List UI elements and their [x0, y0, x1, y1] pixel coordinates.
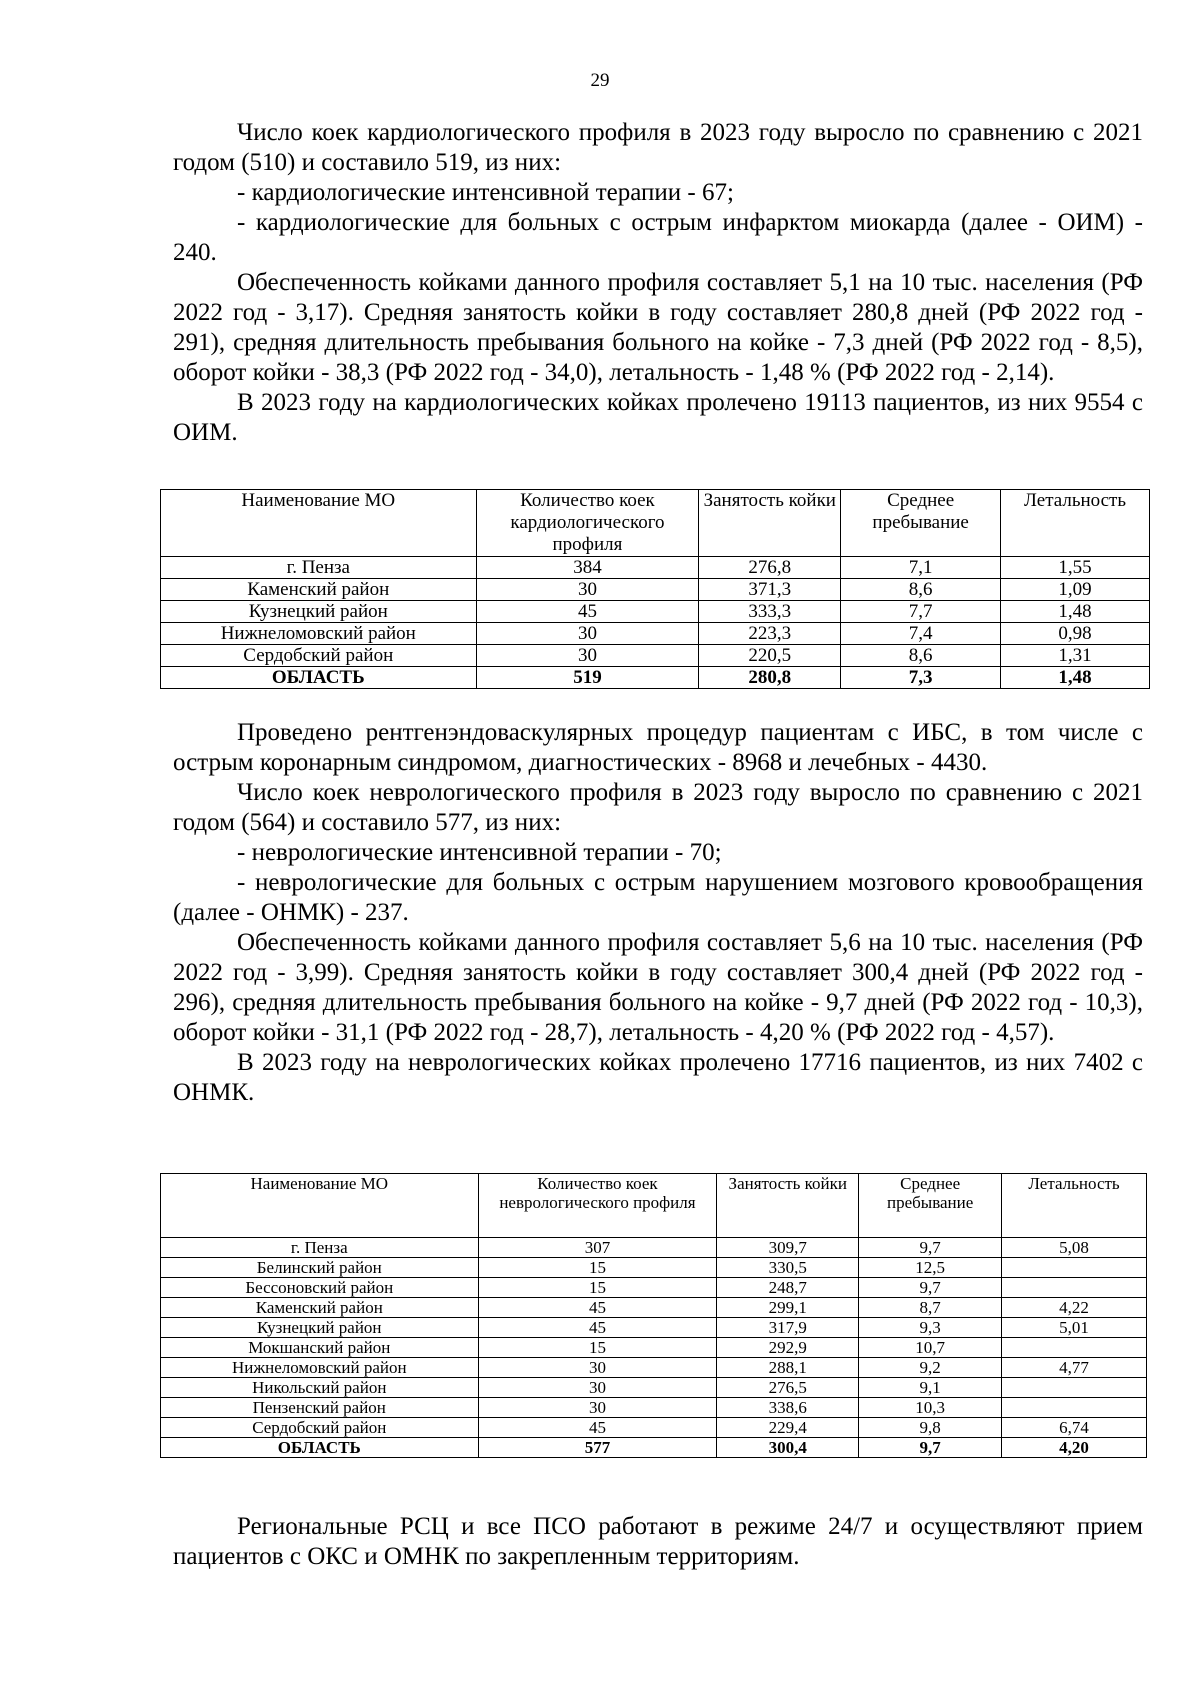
cell-avg-stay: 9,8	[859, 1418, 1002, 1438]
closing-text	[173, 1512, 1143, 1572]
cell-mortality: 1,31	[1001, 645, 1150, 667]
cell-mo: Каменский район	[161, 1298, 479, 1318]
cell-avg-stay: 9,3	[859, 1318, 1002, 1338]
cell-beds: 45	[478, 1298, 717, 1318]
cell-occupancy: 317,9	[717, 1318, 859, 1338]
cell-beds: 30	[476, 645, 699, 667]
cell-occupancy: 223,3	[699, 623, 841, 645]
cell-beds: 30	[478, 1378, 717, 1398]
section-cardiology-text	[173, 118, 1143, 448]
cell-mortality	[1002, 1378, 1147, 1398]
col-header-mortality: Летальность	[1001, 490, 1150, 557]
table-row	[161, 1298, 1147, 1318]
cell-avg-stay: 8,7	[859, 1298, 1002, 1318]
cell-mortality: 1,09	[1001, 579, 1150, 601]
cell-avg-stay: 9,7	[859, 1438, 1002, 1458]
cell-mo: Кузнецкий район	[161, 601, 477, 623]
paragraph: В 2023 году на неврологических койках пролечено 17716 пациентов, из них 7402 с ОНМК.	[173, 1049, 1143, 1106]
table-header-row	[161, 490, 1150, 557]
paragraph: Региональные РСЦ и все ПСО работают в режиме 24/7 и осуществляют прием пациентов с ОКС и ОМНК по закрепленным территориям.	[173, 1513, 1143, 1570]
cell-occupancy: 280,8	[699, 667, 841, 689]
paragraph: Обеспеченность койками данного профиля составляет 5,6 на 10 тыс. населения (РФ 2022 год - 3,99). Средняя занятость койки в году составляет 300,4 дней (РФ 2022 год - 296), средняя длительность пребывания больного на койке - 9,7 дней (РФ 2022 год - 10,3), оборот койки - 31,1 (РФ 2022 год - 28,7), летальность - 4,20 % (РФ 2022 год - 4,57).	[173, 929, 1143, 1046]
cell-mo: ОБЛАСТЬ	[161, 1438, 479, 1458]
cell-beds: 30	[478, 1398, 717, 1418]
table-row	[161, 1358, 1147, 1378]
cell-mo: Бессоновский район	[161, 1278, 479, 1298]
cell-mortality	[1002, 1278, 1147, 1298]
cell-occupancy: 309,7	[717, 1238, 859, 1258]
cell-beds: 45	[478, 1318, 717, 1338]
cell-mortality	[1002, 1398, 1147, 1418]
cell-occupancy: 248,7	[717, 1278, 859, 1298]
section-neurology-text	[173, 718, 1143, 1108]
table-row	[161, 1238, 1147, 1258]
cell-mo: г. Пенза	[161, 1238, 479, 1258]
table-row	[161, 557, 1150, 579]
paragraph: Число коек кардиологического профиля в 2023 году выросло по сравнению с 2021 годом (510) и составило 519, из них:	[173, 119, 1143, 176]
cell-avg-stay: 9,7	[859, 1238, 1002, 1258]
cell-mo: Никольский район	[161, 1378, 479, 1398]
col-header-mo: Наименование МО	[161, 1174, 479, 1238]
cell-mo: Нижнеломовский район	[161, 623, 477, 645]
cell-avg-stay: 7,7	[841, 601, 1001, 623]
cell-mortality: 5,01	[1002, 1318, 1147, 1338]
cell-mortality: 0,98	[1001, 623, 1150, 645]
cell-beds: 307	[478, 1238, 717, 1258]
cell-mortality: 1,48	[1001, 667, 1150, 689]
cell-mo: Сердобский район	[161, 645, 477, 667]
cell-mo: Сердобский район	[161, 1418, 479, 1438]
cell-avg-stay: 10,7	[859, 1338, 1002, 1358]
col-header-mortality: Летальность	[1002, 1174, 1147, 1238]
cell-beds: 30	[476, 623, 699, 645]
table-row	[161, 1398, 1147, 1418]
col-header-beds: Количество коек кардиологического профиля	[476, 490, 699, 557]
cell-beds: 45	[476, 601, 699, 623]
cell-beds: 30	[478, 1358, 717, 1378]
table-total-row	[161, 1438, 1147, 1458]
table-row	[161, 1278, 1147, 1298]
cell-mo: Белинский район	[161, 1258, 479, 1278]
cell-mortality: 1,48	[1001, 601, 1150, 623]
cell-mo: Пензенский район	[161, 1398, 479, 1418]
cell-occupancy: 338,6	[717, 1398, 859, 1418]
cell-mo: Каменский район	[161, 579, 477, 601]
table-row	[161, 1258, 1147, 1278]
paragraph: В 2023 году на кардиологических койках пролечено 19113 пациентов, из них 9554 с ОИМ.	[173, 389, 1143, 446]
page-number: 29	[590, 70, 610, 91]
cell-occupancy: 300,4	[717, 1438, 859, 1458]
cell-mortality: 4,20	[1002, 1438, 1147, 1458]
cell-avg-stay: 7,1	[841, 557, 1001, 579]
cell-occupancy: 220,5	[699, 645, 841, 667]
cell-mo: Мокшанский район	[161, 1338, 479, 1358]
col-header-avg-stay: Среднее пребывание	[859, 1174, 1002, 1238]
col-header-avg-stay: Среднее пребывание	[841, 490, 1001, 557]
cell-avg-stay: 10,3	[859, 1398, 1002, 1418]
cardiology-beds-table	[160, 489, 1150, 689]
cell-avg-stay: 12,5	[859, 1258, 1002, 1278]
col-header-mo: Наименование МО	[161, 490, 477, 557]
cell-occupancy: 371,3	[699, 579, 841, 601]
col-header-occupancy: Занятость койки	[699, 490, 841, 557]
cell-mortality: 6,74	[1002, 1418, 1147, 1438]
cell-beds: 577	[478, 1438, 717, 1458]
list-item: - кардиологические интенсивной терапии - 67;	[237, 179, 734, 206]
cell-mo: г. Пенза	[161, 557, 477, 579]
list-item: - неврологические для больных с острым нарушением мозгового кровообращения (далее - ОНМК) - 237.	[173, 869, 1143, 926]
cell-occupancy: 330,5	[717, 1258, 859, 1278]
cell-mortality	[1002, 1338, 1147, 1358]
cell-mortality	[1002, 1258, 1147, 1278]
cell-avg-stay: 7,4	[841, 623, 1001, 645]
col-header-beds: Количество коек неврологического профиля	[478, 1174, 717, 1238]
paragraph: Проведено рентгенэндоваскулярных процедур пациентам с ИБС, в том числе с острым коронарным синдромом, диагностических - 8968 и лечебных - 4430.	[173, 719, 1143, 776]
cell-avg-stay: 9,2	[859, 1358, 1002, 1378]
cell-beds: 15	[478, 1338, 717, 1358]
list-item: - кардиологические для больных с острым инфарктом миокарда (далее - ОИМ) - 240.	[173, 209, 1143, 266]
paragraph: Обеспеченность койками данного профиля составляет 5,1 на 10 тыс. населения (РФ 2022 год - 3,17). Средняя занятость койки в году составляет 280,8 дней (РФ 2022 год - 291), средняя длительность пребывания больного на койке - 7,3 дней (РФ 2022 год - 8,5), оборот койки - 38,3 (РФ 2022 год - 34,0), летальность - 1,48 % (РФ 2022 год - 2,14).	[173, 269, 1143, 386]
cell-mo: ОБЛАСТЬ	[161, 667, 477, 689]
cell-occupancy: 229,4	[717, 1418, 859, 1438]
neurology-beds-table	[160, 1173, 1147, 1458]
cell-occupancy: 333,3	[699, 601, 841, 623]
cell-occupancy: 276,5	[717, 1378, 859, 1398]
cell-mortality: 1,55	[1001, 557, 1150, 579]
cell-mortality: 5,08	[1002, 1238, 1147, 1258]
cell-beds: 519	[476, 667, 699, 689]
cell-beds: 15	[478, 1258, 717, 1278]
table-row	[161, 1338, 1147, 1358]
table-row	[161, 1378, 1147, 1398]
table-row	[161, 623, 1150, 645]
paragraph: Число коек неврологического профиля в 2023 году выросло по сравнению с 2021 годом (564) и составило 577, из них:	[173, 779, 1143, 836]
cell-avg-stay: 9,1	[859, 1378, 1002, 1398]
table-row	[161, 645, 1150, 667]
cell-mo: Кузнецкий район	[161, 1318, 479, 1338]
table-total-row	[161, 667, 1150, 689]
table-row	[161, 1418, 1147, 1438]
table-row	[161, 579, 1150, 601]
cell-beds: 384	[476, 557, 699, 579]
cell-avg-stay: 7,3	[841, 667, 1001, 689]
cell-occupancy: 276,8	[699, 557, 841, 579]
cell-avg-stay: 8,6	[841, 645, 1001, 667]
cell-avg-stay: 8,6	[841, 579, 1001, 601]
cell-beds: 45	[478, 1418, 717, 1438]
table-header-row	[161, 1174, 1147, 1238]
table-row	[161, 1318, 1147, 1338]
cell-mortality: 4,22	[1002, 1298, 1147, 1318]
list-item: - неврологические интенсивной терапии - 70;	[237, 839, 722, 866]
cell-mo: Нижнеломовский район	[161, 1358, 479, 1378]
table-row	[161, 601, 1150, 623]
cell-beds: 30	[476, 579, 699, 601]
cell-occupancy: 299,1	[717, 1298, 859, 1318]
cell-avg-stay: 9,7	[859, 1278, 1002, 1298]
cell-beds: 15	[478, 1278, 717, 1298]
col-header-occupancy: Занятость койки	[717, 1174, 859, 1238]
cell-occupancy: 292,9	[717, 1338, 859, 1358]
cell-mortality: 4,77	[1002, 1358, 1147, 1378]
cell-occupancy: 288,1	[717, 1358, 859, 1378]
